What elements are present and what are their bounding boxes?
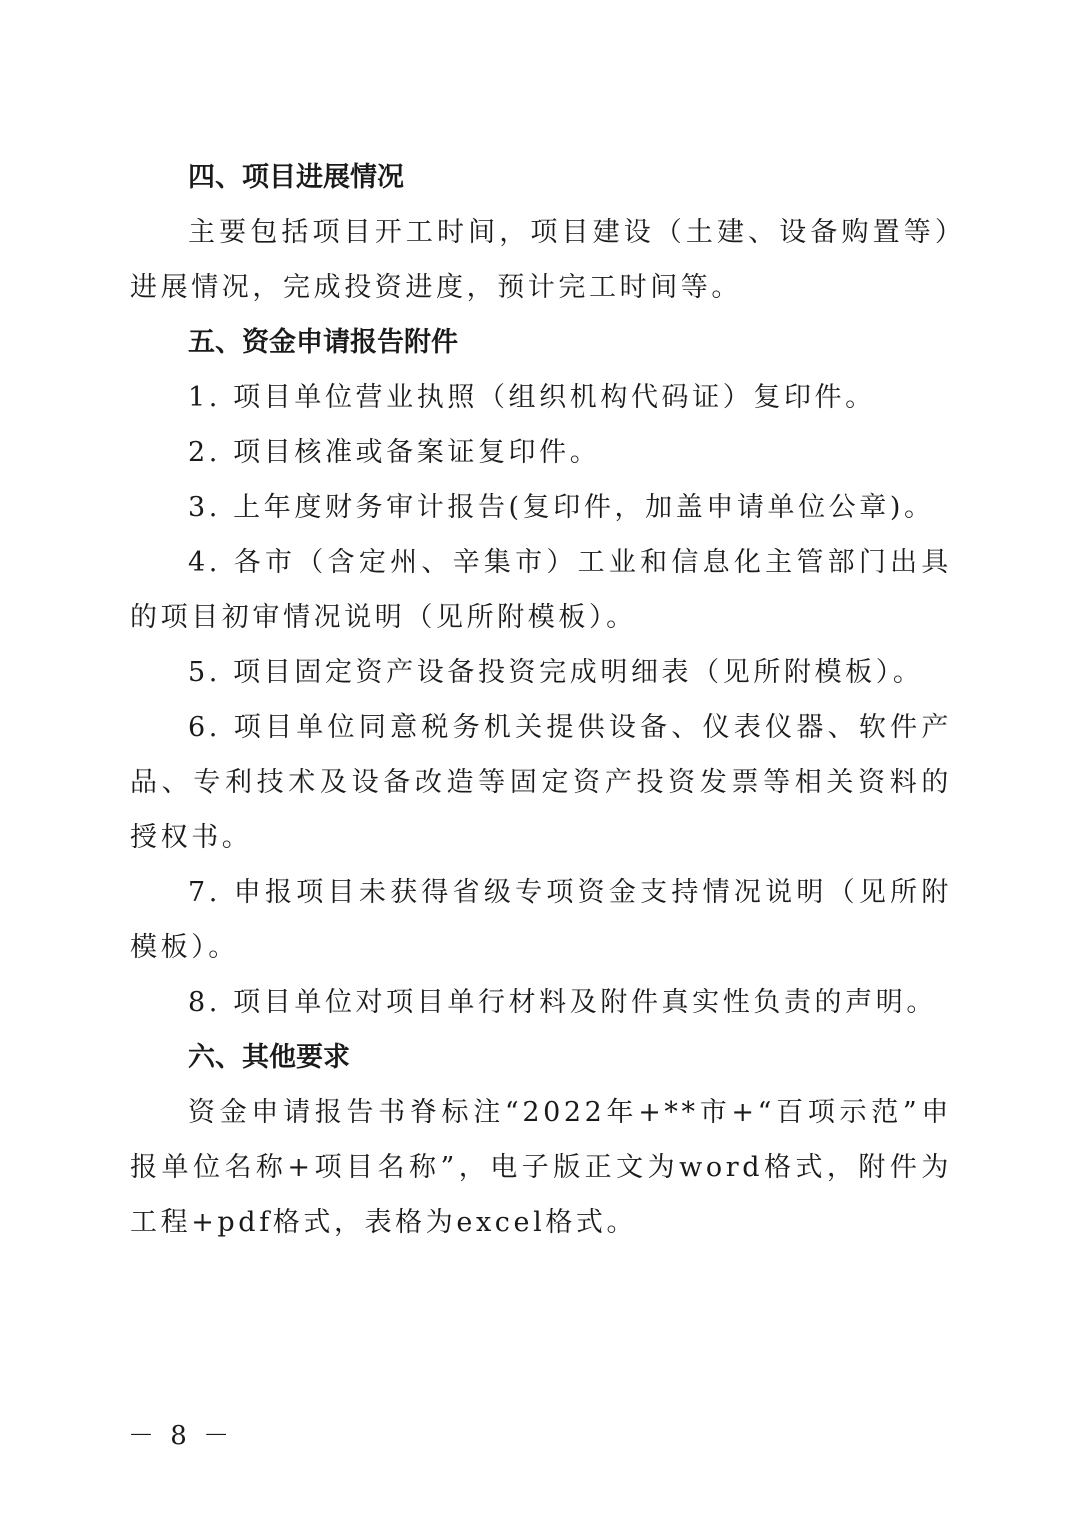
attachment-item-8: 8. 项目单位对项目单行材料及附件真实性负责的声明。 <box>188 987 937 1018</box>
document-page <box>130 150 952 1250</box>
section-6-body: 资金申请报告书脊标注“2022年+**市+“百项示范”申报单位名称+项目名称”，电子版正文为word格式，附件为工程+pdf格式，表格为excel格式。 <box>130 1097 952 1238</box>
page-number: － 8 － <box>128 1421 234 1451</box>
section-5-heading: 五、资金申请报告附件 <box>188 327 458 358</box>
attachment-item-2: 2. 项目核准或备案证复印件。 <box>188 437 601 468</box>
section-6-heading: 六、其他要求 <box>188 1042 350 1073</box>
attachment-item-5: 5. 项目固定资产设备投资完成明细表（见所附模板）。 <box>188 657 924 688</box>
attachment-item-3: 3. 上年度财务审计报告(复印件，加盖申请单位公章)。 <box>188 492 935 523</box>
attachment-item-6: 6. 项目单位同意税务机关提供设备、仪表仪器、软件产品、专利技术及设备改造等固定资产投资发票等相关资料的授权书。 <box>130 712 952 853</box>
section-4-heading: 四、项目进展情况 <box>188 162 404 193</box>
section-4-body: 主要包括项目开工时间，项目建设（土建、设备购置等）进展情况，完成投资进度，预计完工时间等。 <box>130 217 952 303</box>
attachment-item-4: 4. 各市（含定州、辛集市）工业和信息化主管部门出具的项目初审情况说明（见所附模板）。 <box>130 547 952 633</box>
attachment-item-1: 1. 项目单位营业执照（组织机构代码证）复印件。 <box>188 382 876 413</box>
attachment-item-7: 7. 申报项目未获得省级专项资金支持情况说明（见所附模板）。 <box>130 877 952 963</box>
